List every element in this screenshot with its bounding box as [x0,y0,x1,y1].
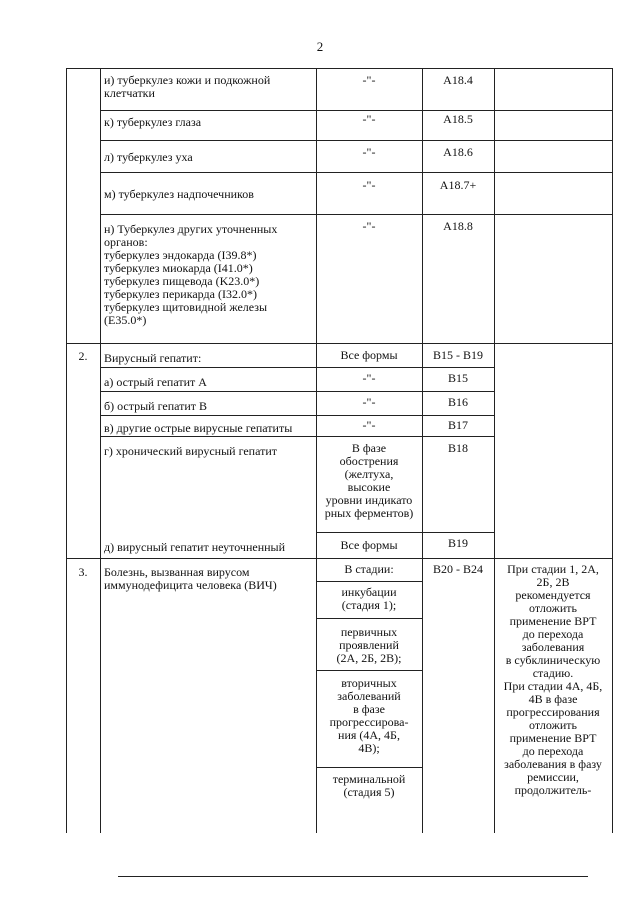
icd-code: B17 [447,418,468,432]
forms: -"- [362,73,376,87]
forms-header: В стадии: [344,562,394,576]
forms: -"- [362,418,376,432]
forms: Все формы [340,538,398,552]
forms: -"- [362,371,376,385]
icd-code: А18.7+ [439,178,477,192]
disease-name: и) туберкулез кожи и подкожной клетчатки [104,73,271,100]
icd-code: B15 [447,371,468,385]
icd-code: B16 [447,395,468,409]
disease-name: к) туберкулез глаза [104,115,202,129]
scan-edge-line [118,876,588,877]
note: При стадии 1, 2А, 2Б, 2В рекомендуется отложить применение ВРТ до перехода заболевания в субклиническую стадию. При стадии 4А, 4Б, 4В в фазе прогрессирования отложить применение ВРТ до перехода заболевания в фазу ремиссии, продолжитель- [503,562,603,797]
stage-incubation: инкубации (стадия 1); [341,585,397,612]
disease-name: в) другие острые вирусные гепатиты [104,421,293,435]
icd-code: А18.8 [443,219,473,233]
forms: -"- [362,112,376,126]
disease-name: Вирусный гепатит: [104,351,202,365]
icd-code: А18.4 [443,73,473,87]
forms: В фазе обострения (желтуха, высокие уровни индикато рных ферментов) [324,441,414,520]
icd-code: А18.6 [443,145,473,159]
disease-name: а) острый гепатит А [104,375,207,389]
disease-name: м) туберкулез надпочечников [104,187,254,201]
icd-code: А18.5 [443,112,473,126]
disease-name: Болезнь, вызванная вирусом иммунодефицита человека (ВИЧ) [104,565,277,592]
page-number: 2 [316,39,324,54]
disease-name: н) Туберкулез других уточненных органов: туберкулез эндокарда (I39.8*) туберкулез миокарда (I41.0*) туберкулез пищевода (K23.0*) туберкулез перикарда (I32.0*) туберкулез щитовидной железы (E35.0*) [104,222,278,327]
icd-code: B19 [447,536,468,550]
forms: -"- [362,145,376,159]
row-number: 2. [78,349,88,363]
disease-name: г) хронический вирусный гепатит [104,444,278,458]
forms: -"- [362,178,376,192]
row-number: 3. [78,565,88,579]
forms: -"- [362,219,376,233]
stage-terminal: терминальной (стадия 5) [332,772,406,799]
icd-code: B15 - B19 [432,348,483,362]
forms: Все формы [340,348,398,362]
stage-secondary: вторичных заболеваний в фазе прогрессирова- ния (4А, 4Б, 4В); [329,676,409,755]
forms: -"- [362,395,376,409]
stage-primary: первичных проявлений (2А, 2Б, 2В); [336,625,402,665]
disease-name: б) острый гепатит В [104,399,208,413]
disease-name: д) вирусный гепатит неуточненный [104,540,286,554]
disease-name: л) туберкулез уха [104,150,193,164]
icd-code: B18 [447,441,468,455]
icd-code: B20 - B24 [432,562,483,576]
